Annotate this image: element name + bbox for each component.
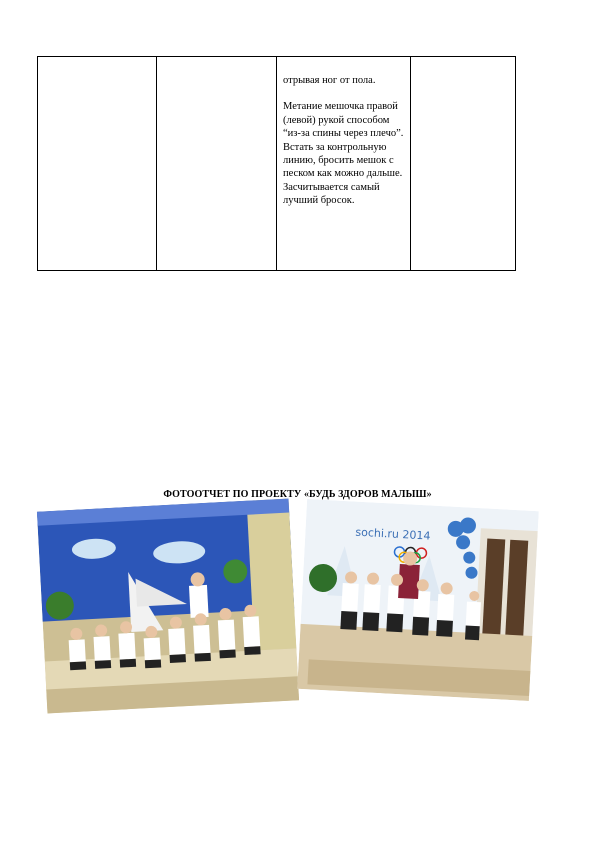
banner-text: sochi.ru 2014 [355,525,431,543]
group-photo-hall [302,505,534,695]
photo-report-heading: ФОТООТЧЕТ ПО ПРОЕКТУ «БУДЬ ЗДОРОВ МАЛЫШ» [163,489,432,500]
cell-paragraph: отрывая ног от пола. [283,75,376,86]
exercise-table [37,56,516,271]
group-photo-stage [42,505,294,707]
table-cell-3 [277,57,411,271]
table-cell-1 [38,57,157,271]
cell-paragraph: Метание мешочка правой (левой) рукой способом “из-за спины через плечо”. Встать за контрольную линию, бросить мешок с песком как можно дальше. Засчитывается самый лучший бросок. [283,101,404,207]
table-cell-2 [157,57,277,271]
table-row [38,57,516,271]
table-cell-4 [411,57,516,271]
